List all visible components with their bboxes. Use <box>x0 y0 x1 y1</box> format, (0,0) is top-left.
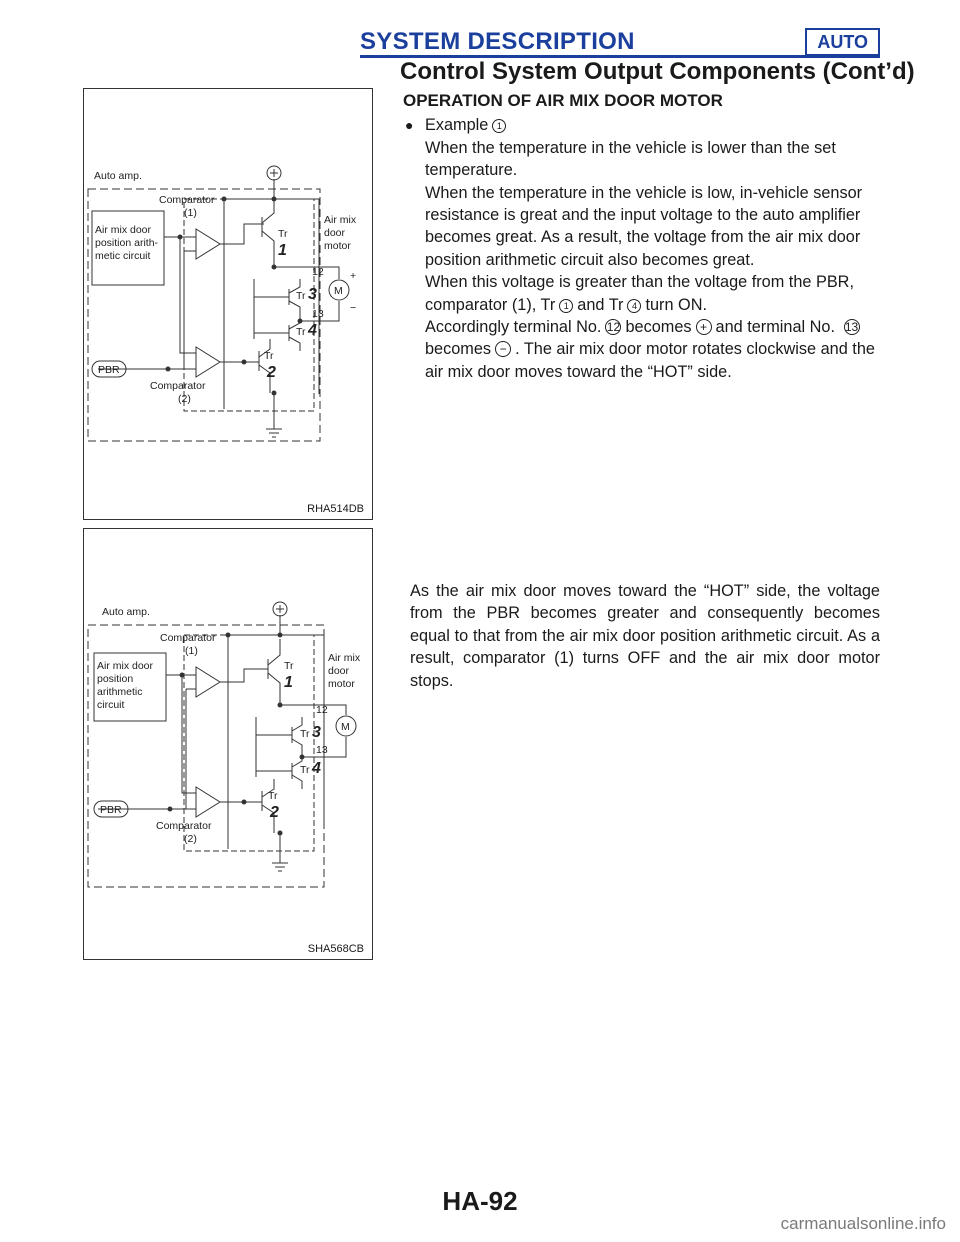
fig1-tr2-label: Tr <box>264 350 274 362</box>
fig1-terminal-13: 13 <box>312 308 324 320</box>
fig2-tr1-num: 1 <box>284 674 293 691</box>
circled-number-icon: 1 <box>559 299 573 313</box>
fig2-auto-amp-label: Auto amp. <box>102 606 150 618</box>
page-number: HA-92 <box>442 1186 518 1216</box>
fig2-circuit-line4: circuit <box>97 699 125 711</box>
fig2-terminal-13: 13 <box>316 744 328 756</box>
example-line: ● Example 1 <box>403 114 883 136</box>
fig1-tr1-num: 1 <box>278 242 287 259</box>
operation-line-1: When the temperature in the vehicle is lower than the set temperature. <box>425 138 836 180</box>
circled-number-icon: 4 <box>627 299 641 313</box>
circled-terminal-icon: 13 <box>844 320 859 335</box>
fig1-tr3-num: 3 <box>308 286 317 303</box>
figure-1 <box>83 88 373 520</box>
fig1-motor-line3: motor <box>324 240 351 252</box>
fig2-tr4-label: Tr <box>300 764 310 776</box>
fig2-circuit-line2: position <box>97 673 134 685</box>
fig1-terminal-12: 12 <box>312 266 324 278</box>
figure-2 <box>83 528 373 960</box>
fig1-motor-minus: − <box>350 302 357 314</box>
minus-circle-icon: − <box>495 341 511 357</box>
fig2-motor-line3: motor <box>328 678 355 690</box>
plus-circle-icon: + <box>696 319 712 335</box>
fig1-circuit-line2: position arith- <box>95 237 159 249</box>
circuit-diagram-1 <box>84 89 372 519</box>
fig1-pbr-label: PBR <box>98 364 120 376</box>
fig2-tr4-num: 4 <box>312 760 321 777</box>
fig2-code: SHA568CB <box>307 943 364 955</box>
fig2-comparator1-num: (1) <box>185 645 198 657</box>
fig1-tr3-label: Tr <box>296 290 306 302</box>
fig2-motor-line2: door <box>328 665 350 677</box>
fig1-comparator1-num: (1) <box>184 207 197 219</box>
operation-line-4: Accordingly terminal No. 12 becomes + and terminal No. 13becomes − . The air mix door motor rotates clockwise and the air mix door moves toward the “HOT” side. <box>425 318 875 381</box>
fig1-tr4-num: 4 <box>308 322 317 339</box>
fig2-pbr-label: PBR <box>100 804 122 816</box>
fig1-comparator1-label: Comparator <box>159 194 215 206</box>
fig1-tr4-label: Tr <box>296 326 306 338</box>
fig2-tr2-num: 2 <box>270 804 279 821</box>
fig2-comparator2-num: (2) <box>184 833 197 845</box>
fig1-motor-line2: door <box>324 227 346 239</box>
fig1-comparator2-num: (2) <box>178 393 191 405</box>
operation-section <box>403 90 883 383</box>
fig1-motor-m: M <box>334 285 343 297</box>
fig1-code: RHA514DB <box>307 503 364 515</box>
operation-line-2: When the temperature in the vehicle is low, in-vehicle sensor resistance is great and the input voltage to the auto amplifier becomes great. As a result, the voltage from the air mix door position arithmetic circuit also becomes great. <box>425 183 863 269</box>
fig2-comparator1-label: Comparator <box>160 632 216 644</box>
section-title: SYSTEM DESCRIPTION <box>360 28 635 55</box>
auto-badge: AUTO <box>805 28 880 56</box>
fig1-tr2-num: 2 <box>267 364 276 381</box>
fig2-tr2-label: Tr <box>268 790 278 802</box>
fig2-circuit-line3: arithmetic <box>97 686 143 698</box>
operation-line-3: When this voltage is greater than the voltage from the PBR, comparator (1), Tr 1 and Tr 4 turn ON. <box>425 273 854 314</box>
fig2-comparator2-label: Comparator <box>156 820 212 832</box>
fig2-tr3-label: Tr <box>300 728 310 740</box>
hot-side-paragraph: As the air mix door moves toward the “HOT” side, the voltage from the PBR becomes greater and consequently becomes equal to that from the air mix door position arithmetic circuit. As a result, comparator (1) turns OFF and the air mix door motor stops. <box>410 582 880 690</box>
bullet-icon: ● <box>405 117 414 134</box>
fig2-tr3-num: 3 <box>312 724 321 741</box>
fig1-circuit-line3: metic circuit <box>95 250 151 262</box>
fig1-circuit-line1: Air mix door <box>95 224 152 236</box>
page-header <box>360 28 880 56</box>
fig2-motor-line1: Air mix <box>328 652 361 664</box>
fig2-terminal-12: 12 <box>316 704 328 716</box>
page-subtitle: Control System Output Components (Cont’d) <box>400 58 915 85</box>
fig1-comparator2-label: Comparator <box>150 380 206 392</box>
fig2-circuit-line1: Air mix door <box>97 660 154 672</box>
circuit-diagram-2 <box>84 529 372 959</box>
circled-number-icon: 1 <box>492 119 506 133</box>
fig1-motor-plus: + <box>350 270 357 282</box>
fig1-motor-line1: Air mix <box>324 214 357 226</box>
fig1-tr1-label: Tr <box>278 228 288 240</box>
watermark: carmanualsonline.info <box>780 1214 946 1233</box>
circled-terminal-icon: 12 <box>606 320 621 335</box>
operation-title: OPERATION OF AIR MIX DOOR MOTOR <box>403 91 723 110</box>
fig1-auto-amp-label: Auto amp. <box>94 170 142 182</box>
fig2-motor-m: M <box>341 721 350 733</box>
fig2-tr1-label: Tr <box>284 660 294 672</box>
